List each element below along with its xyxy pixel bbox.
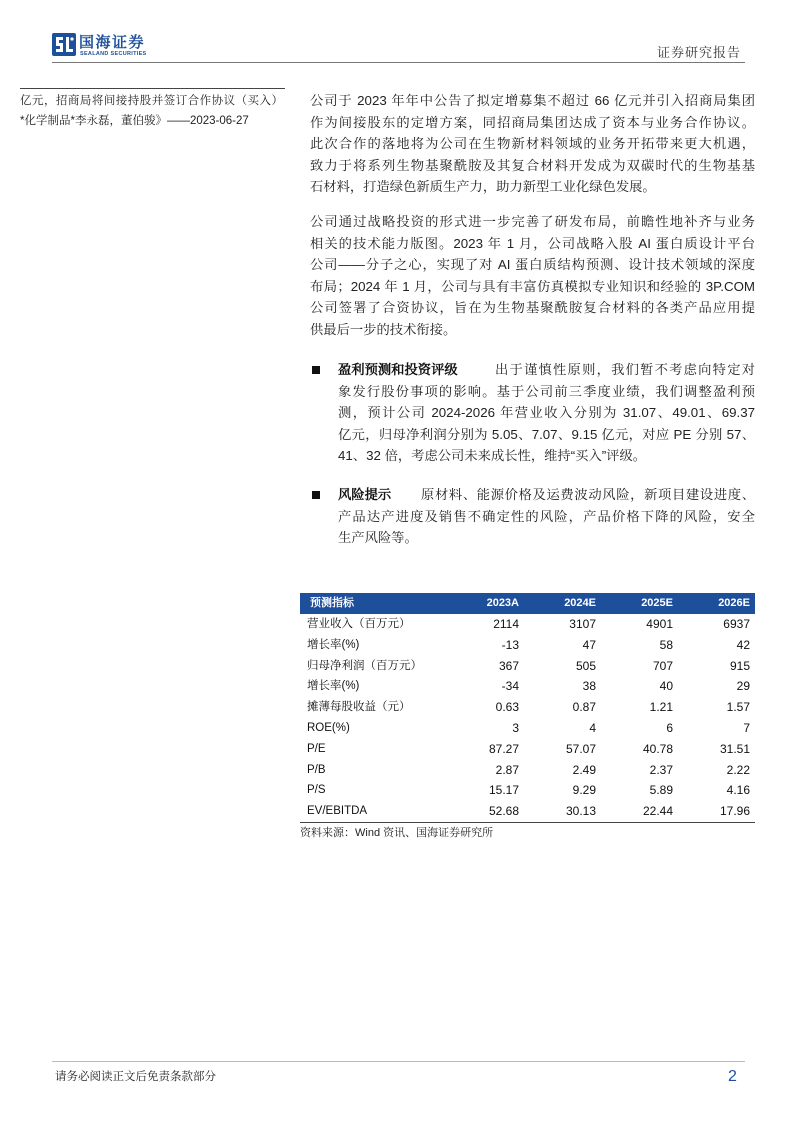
footer-divider <box>52 1061 745 1062</box>
table-cell: 707 <box>652 658 673 673</box>
table-row <box>300 676 755 697</box>
table-header-cell: 2026E <box>718 597 750 609</box>
row-label: 摊薄每股收益（元） <box>307 701 411 714</box>
table-header-cell: 2023A <box>486 597 519 609</box>
brand-name-cn: 国海证券 <box>79 34 146 51</box>
table-cell: 2.87 <box>495 762 519 777</box>
table-cell: 915 <box>729 658 750 673</box>
paragraph-line: 相关的技术能力版图。2023 年 1 月，公司战略入股 AI 蛋白质设计平台 <box>310 235 755 251</box>
table-cell: 47 <box>582 637 596 652</box>
table-cell: 9.29 <box>572 783 596 798</box>
table-cell: -34 <box>501 679 519 694</box>
table-cell: 6 <box>666 720 673 735</box>
row-label: EV/EBITDA <box>307 805 368 818</box>
section-line: 出于谨慎性原则，我们暂不考虑向特定对 <box>495 362 755 377</box>
section-first-line <box>338 359 755 381</box>
table-cell: 2.37 <box>649 762 673 777</box>
forecast-table <box>300 593 755 823</box>
table-row <box>300 697 755 718</box>
brand-name-en: SEALAND SECURITIES <box>80 51 147 57</box>
header-divider <box>52 62 745 63</box>
paragraph-line: 布局；2024 年 1 月，公司与具有丰富仿真模拟专业知识和经验的 3P.COM <box>310 278 755 294</box>
black-square-icon <box>312 366 320 374</box>
table-cell: 29 <box>736 679 750 694</box>
table-row <box>300 718 755 739</box>
section-line: 产品达产进度及销售不确定性的风险，产品价格下降的风险，安全 <box>338 508 755 524</box>
sidebar-divider <box>20 88 285 89</box>
table-cell: 22.44 <box>642 804 673 819</box>
row-label: P/E <box>307 742 326 755</box>
table-cell: 2.49 <box>572 762 596 777</box>
bullet-section-risk <box>338 484 755 549</box>
body-paragraph <box>310 90 755 198</box>
section-line: 原材料、能源价格及运费波动风险，新项目建设进度、 <box>421 487 755 502</box>
table-header-row <box>300 593 755 614</box>
table-cell: 87.27 <box>488 741 519 756</box>
report-type-label: 证券研究报告 <box>657 45 742 60</box>
table-header-cell: 预测指标 <box>310 597 354 609</box>
section-line: 41、32 倍，考虑公司未来成长性，维持“买入”评级。 <box>338 448 647 463</box>
row-label: 增长率(%) <box>307 680 360 693</box>
table-cell: 7 <box>743 720 750 735</box>
table-cell: 4901 <box>646 617 673 631</box>
bullet-section-forecast <box>338 359 755 467</box>
row-label: P/B <box>307 763 326 776</box>
paragraph-line: 公司——分子之心，实现了对 AI 蛋白质结构预测、设计技术领域的深度 <box>310 257 755 272</box>
paragraph-line: 公司于 2023 年年中公告了拟定增募集不超过 66 亿元并引入招商局集团 <box>310 93 755 108</box>
table-cell: 6937 <box>723 617 750 631</box>
table-cell: 15.17 <box>488 783 519 798</box>
row-label: ROE(%) <box>307 721 350 734</box>
table-cell: 52.68 <box>488 804 519 819</box>
table-cell: 1.21 <box>649 700 673 715</box>
page-number: 2 <box>728 1068 737 1085</box>
table-cell: 17.96 <box>719 804 750 819</box>
table-cell: 2114 <box>493 617 519 631</box>
table-row <box>300 635 755 656</box>
table-row <box>300 801 755 823</box>
paragraph-line: 致力于将系列生物基聚酰胺及其复合材料开发成为双碳时代的生物基基 <box>310 157 755 173</box>
paragraph-line: 作为间接股东的定增方案，同招商局集团达成了资本与业务合作协议。 <box>310 114 755 130</box>
table-cell: 40.78 <box>642 741 673 756</box>
table-source-note: 资料来源：Wind 资讯、国海证券研究所 <box>300 827 494 839</box>
table-cell: 5.89 <box>649 783 673 798</box>
table-cell: 4.16 <box>726 783 750 798</box>
table-header-cell: 2024E <box>564 597 596 609</box>
table-cell: -13 <box>501 637 519 652</box>
section-line: 亿元，归母净利润分别为 5.05、7.07、9.15 亿元，对应 PE 分别 57、 <box>338 426 755 442</box>
related-report-line: 亿元，招商局将间接持股并签订合作协议（买入） <box>20 95 283 107</box>
paragraph-line: 供最后一步的技术衔接。 <box>310 321 457 337</box>
footer-disclaimer: 请务必阅读正文后免责条款部分 <box>55 1071 216 1083</box>
row-label: P/S <box>307 784 326 797</box>
table-cell: 367 <box>498 658 519 673</box>
paragraph-line: 公司签署了合资协议，旨在为生物基聚酰胺复合材料的各类产品应用提 <box>310 300 755 315</box>
table-row <box>300 739 755 760</box>
table-cell: 57.07 <box>565 741 596 756</box>
row-label: 营业收入（百万元） <box>307 618 411 630</box>
table-cell: 3 <box>512 720 519 735</box>
table-cell: 58 <box>659 637 673 652</box>
row-label: 增长率(%) <box>307 638 360 651</box>
sealand-logo-icon <box>52 33 76 56</box>
paragraph-line: 公司通过战略投资的形式进一步完善了研发布局，前瞻性地补齐与业务 <box>310 214 755 229</box>
table-header-cell: 2025E <box>641 597 673 609</box>
section-heading: 风险提示 <box>338 487 392 502</box>
section-first-line <box>338 484 755 506</box>
section-line: 测，预计公司 2024-2026 年营业收入分别为 31.07、49.01、69.37 <box>338 405 755 420</box>
row-label: 归母净利润（百万元） <box>307 659 422 672</box>
table-row <box>300 656 755 677</box>
table-row <box>300 780 755 801</box>
table-row <box>300 614 755 635</box>
table-cell: 30.13 <box>565 804 596 819</box>
paragraph-line: 此次合作的落地将为公司在生物新材料领域的业务开拓带来更大机遇， <box>310 136 755 151</box>
section-heading: 盈利预测和投资评级 <box>338 362 458 377</box>
table-cell: 505 <box>575 658 596 673</box>
related-report-line: *化学制品*李永磊，董伯骏》——2023-06-27 <box>20 115 249 127</box>
table-cell: 0.87 <box>572 700 596 715</box>
table-row <box>300 760 755 781</box>
table-cell: 1.57 <box>726 700 750 715</box>
section-line: 生产风险等。 <box>338 530 418 545</box>
table-cell: 38 <box>582 679 596 694</box>
body-paragraph <box>310 211 755 340</box>
black-square-icon <box>312 491 320 499</box>
table-cell: 0.63 <box>495 700 519 715</box>
table-cell: 31.51 <box>719 741 750 756</box>
table-cell: 40 <box>659 679 673 694</box>
table-cell: 2.22 <box>726 762 750 777</box>
table-cell: 3107 <box>569 617 596 631</box>
paragraph-line: 石材料，打造绿色新质生产力，助力新型工业化绿色发展。 <box>310 179 656 194</box>
table-cell: 4 <box>589 720 596 735</box>
section-line: 象发行股份事项的影响。基于公司前三季度业绩，我们调整盈利预 <box>338 383 755 399</box>
table-cell: 42 <box>736 637 750 652</box>
